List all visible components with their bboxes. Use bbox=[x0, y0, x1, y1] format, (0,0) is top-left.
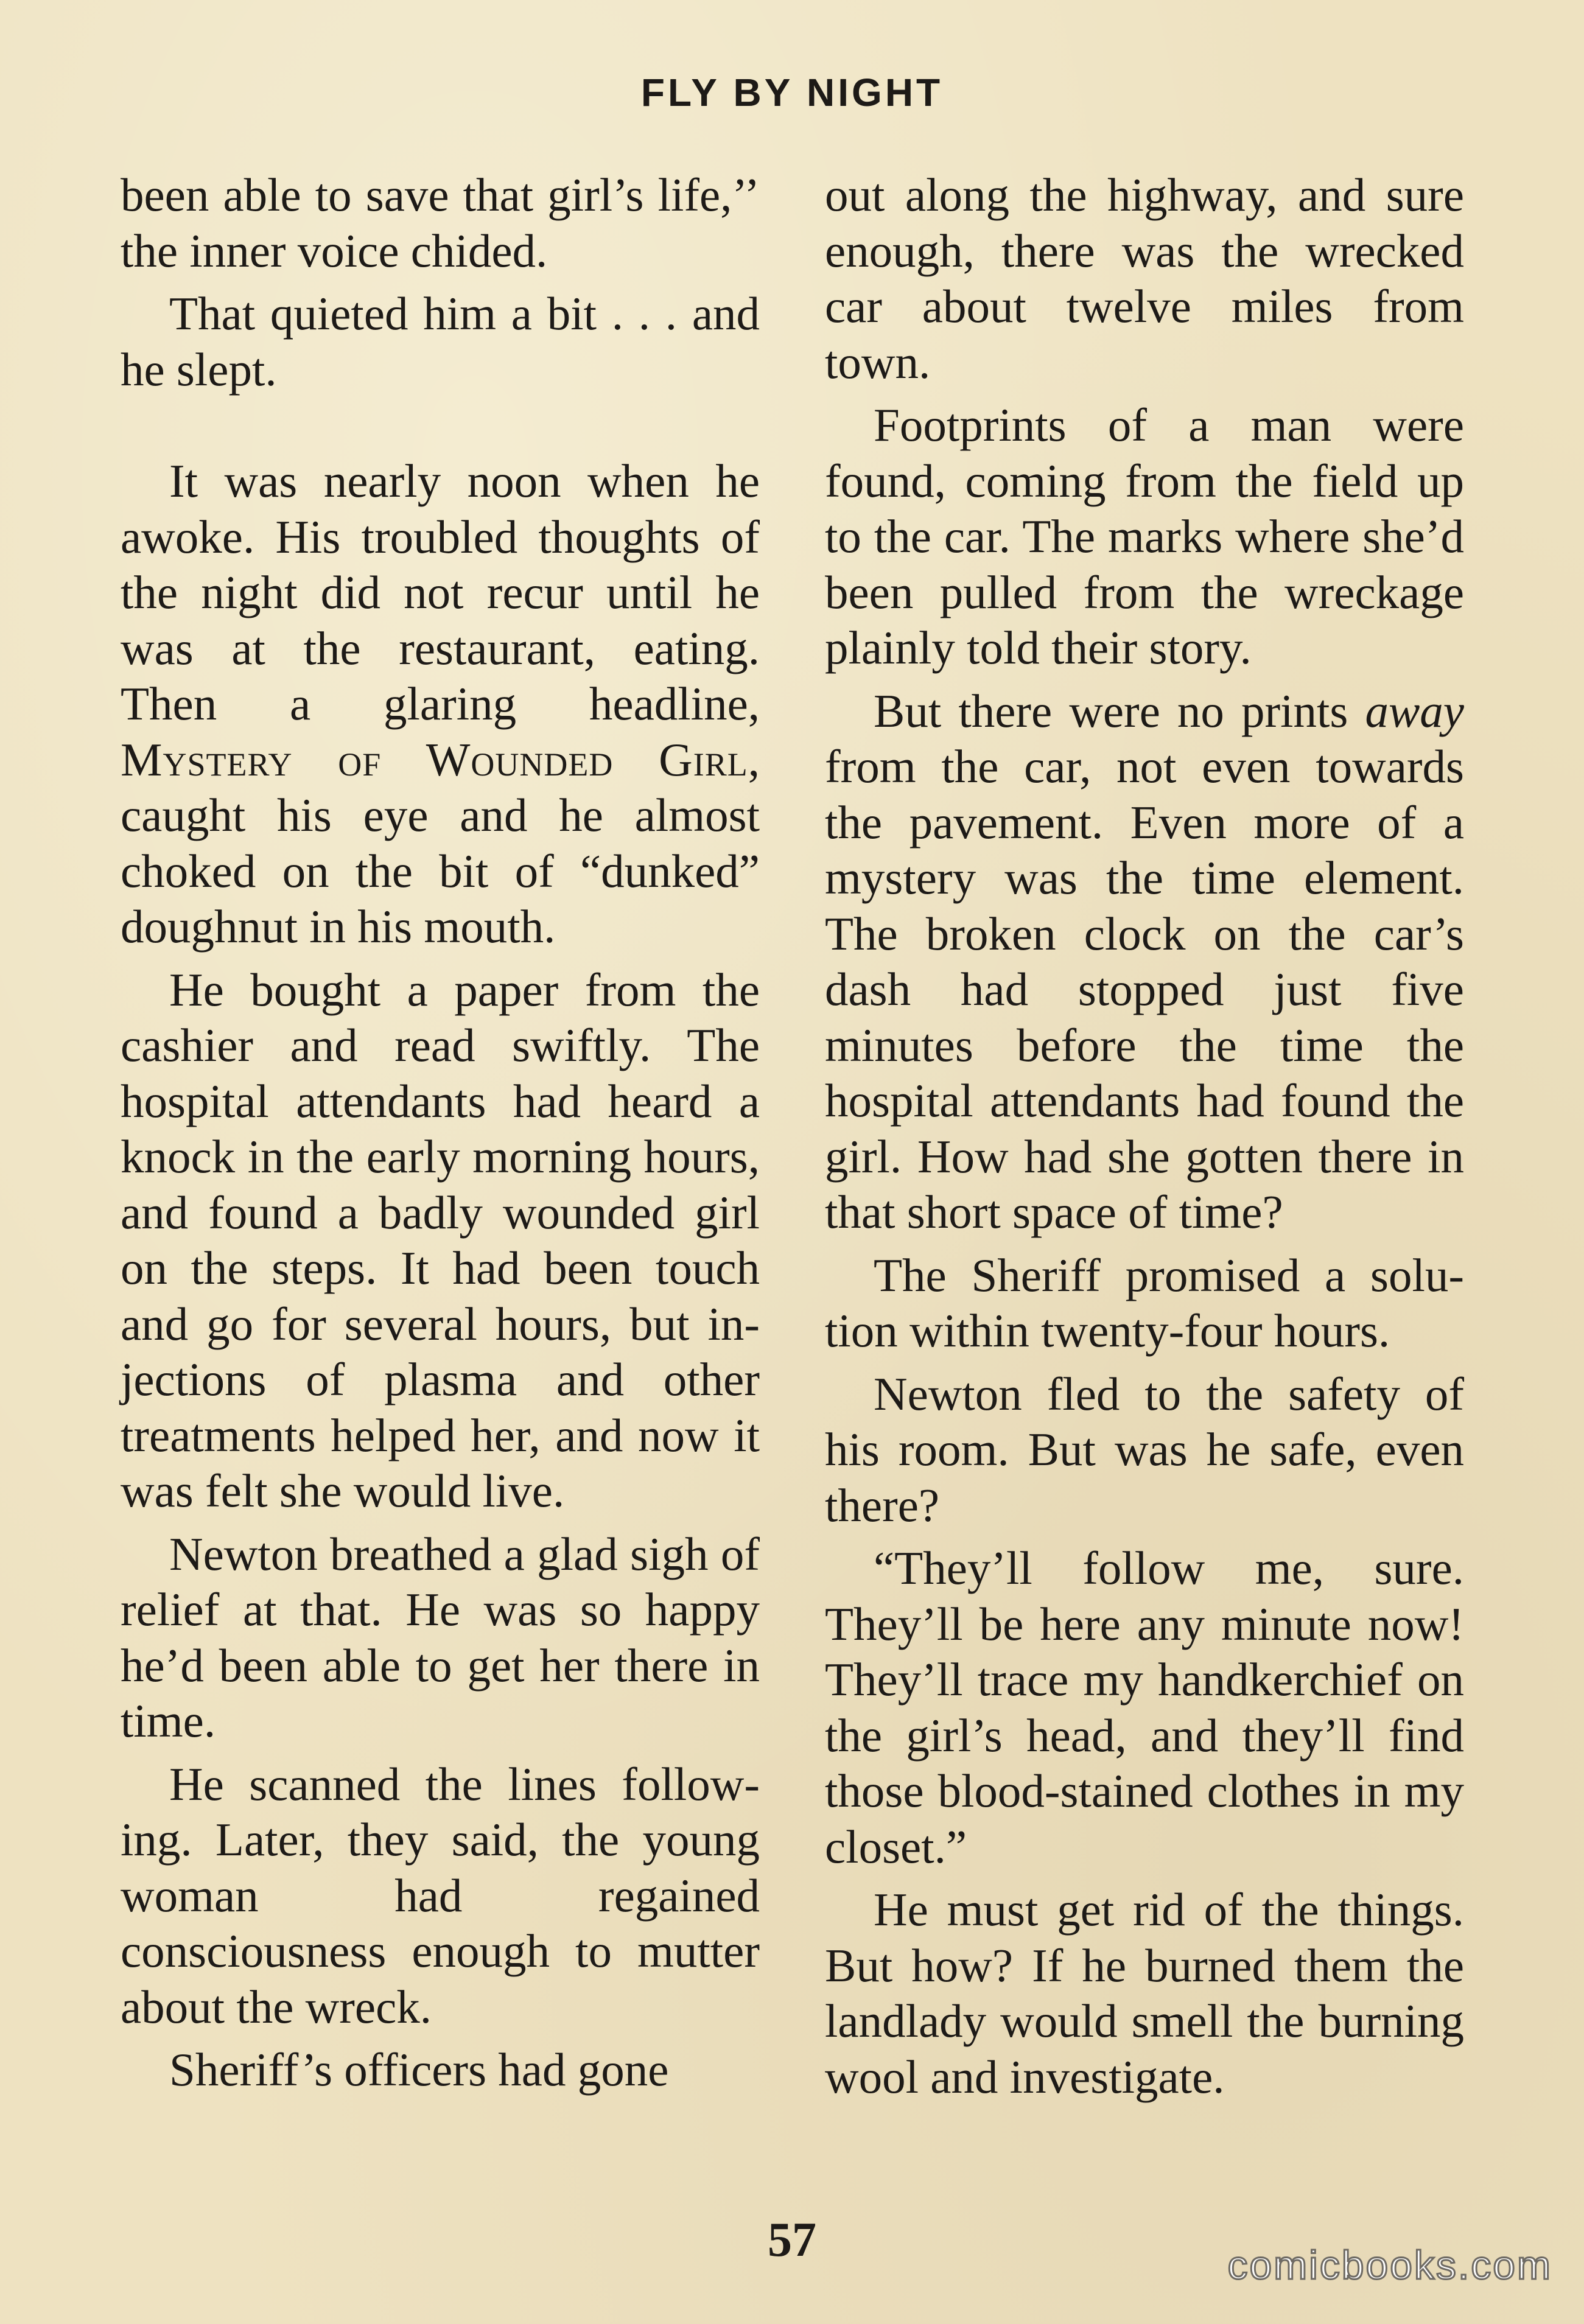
running-title: FLY BY NIGHT bbox=[640, 71, 944, 114]
paragraph: He scanned the lines following. Later, they said, the young woman had regained consciousness enough to mutter about the wreck. bbox=[121, 1757, 760, 2033]
watermark: comicbooks.com bbox=[1227, 2242, 1552, 2287]
page-number: 57 bbox=[768, 2213, 816, 2267]
paragraph: Sheriff’s officers had gone bbox=[169, 2043, 669, 2096]
paragraph-text: But there were no prints bbox=[874, 684, 1365, 737]
paragraph: “They’ll follow me, sure. They’ll be here any minute now! They’ll trace my handkerchief on the girl’s head, and they’ll find those blood-stained clothes in my closet.” bbox=[825, 1542, 1464, 1873]
emphasis: away bbox=[1365, 684, 1464, 737]
left-column bbox=[121, 167, 760, 2105]
paragraph: The Sheriff promised a solution within twenty-four hours. bbox=[825, 1248, 1464, 1357]
paragraph: Newton fled to the safety of his room. But was he safe, even there? bbox=[825, 1367, 1464, 1531]
paragraph-text: , caught his eye and he almost choked on the bit of “dunked” doughnut in his mouth. bbox=[121, 733, 760, 953]
paragraph bbox=[121, 453, 760, 955]
newspaper-headline: Mystery of Wounded Girl bbox=[121, 733, 748, 786]
paragraph: Newton breathed a glad sigh of relief at that. He was so happy he’d been able to get her there in time. bbox=[121, 1527, 760, 1747]
paragraph: He bought a paper from the cashier and read swiftly. The hospital attendants had heard a knock in the early morning hours, and found a badly wounded girl on the steps. It had been touch and go for several hours, but injections of plasma and other treatments helped her, and now it was felt she would live. bbox=[121, 963, 760, 1517]
right-column bbox=[825, 167, 1464, 2112]
paragraph-text: It was nearly noon when he awoke. His troubled thoughts of the night did not recur until he was at the restaurant, eating. Then a glaring headline, bbox=[121, 455, 760, 730]
paragraph-text: from the car, not even towards the pavement. Even more of a mystery was the time element. The broken clock on the car’s dash had stopped just five minutes before the time the hospital attendants had found the girl. How had she gotten there in that short space of time? bbox=[825, 740, 1464, 1238]
paragraph: out along the highway, and sure enough, there was the wrecked car about twelve miles from town. bbox=[825, 169, 1464, 388]
paragraph: He must get rid of the things. But how? If he burned them the landlady would smell the burning wool and investigate. bbox=[825, 1883, 1464, 2103]
paragraph: That quieted him a bit . . . and he slept. bbox=[121, 287, 760, 396]
paragraph: been able to save that girl’s life,’’ the inner voice chided. bbox=[121, 169, 760, 277]
paragraph bbox=[825, 684, 1464, 1241]
paragraph: Footprints of a man were found, coming from the field up to the car. The marks where she’d been pulled from the wreckage plainly told their story. bbox=[825, 399, 1464, 674]
